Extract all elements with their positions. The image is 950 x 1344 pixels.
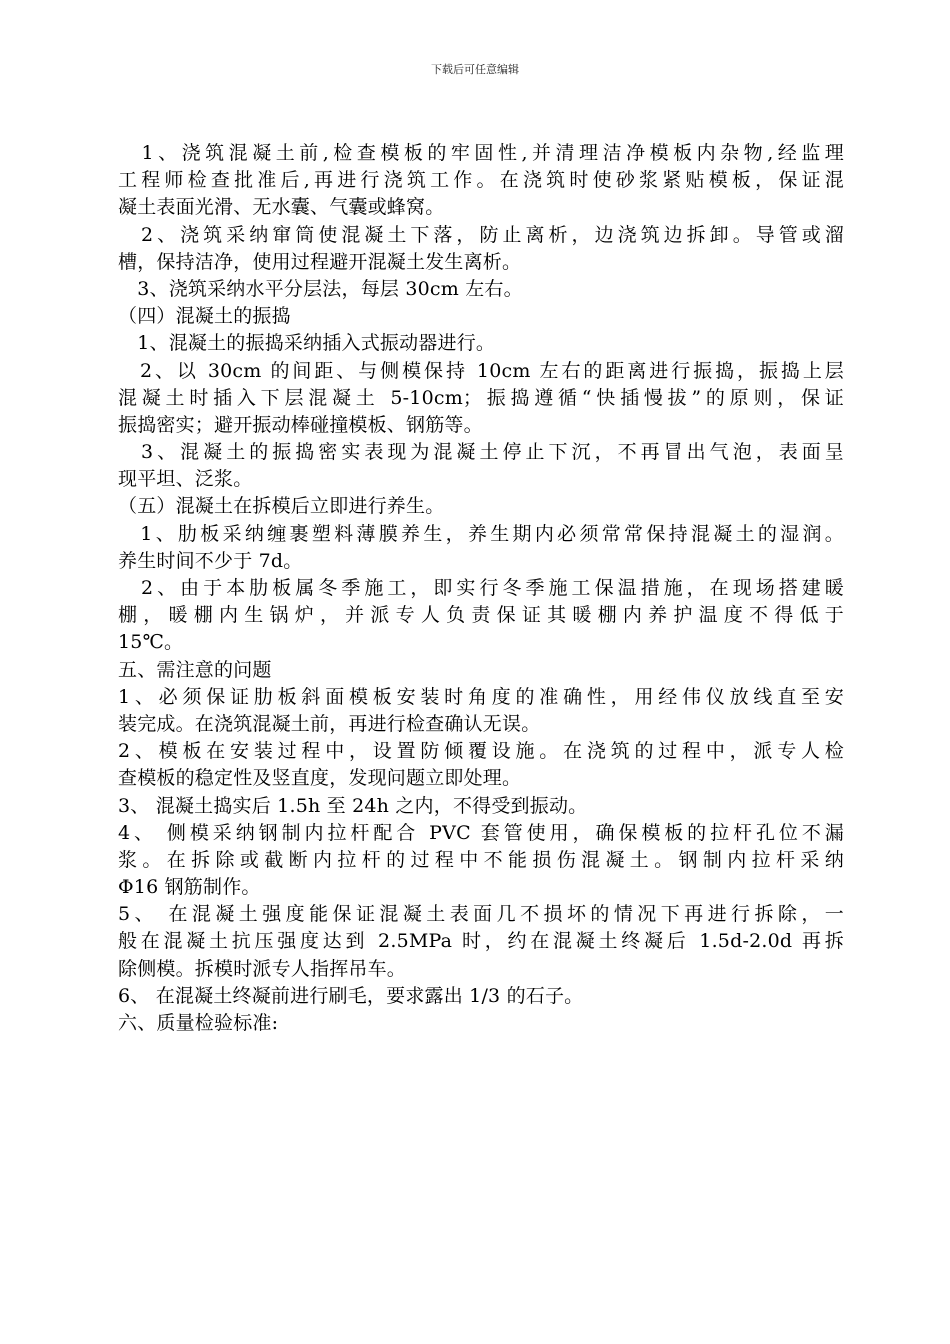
text-line: 查模板的稳定性及竖直度，发现问题立即处理。 [118, 767, 522, 790]
text-line: 混凝土时插入下层混凝土 5-10cm；振捣遵循“快插慢拔”的原则，保证 [118, 386, 844, 409]
text-line: 般在混凝土抗压强度达到 2.5MPa 时，约在混凝土终凝后 1.5d-2.0d 再拆 [118, 930, 844, 953]
text-line: 3、混凝土的振捣密实表现为混凝土停止下沉，不再冒出气泡，表面呈 [118, 441, 844, 464]
section-heading: （五）混凝土在拆模后立即进行养生。 [118, 495, 445, 518]
page-header-note: 下载后可任意编辑 [431, 63, 519, 76]
text-line: 1、必须保证肋板斜面模板安装时角度的准确性，用经伟仪放线直至安 [118, 685, 844, 708]
text-line: 凝土表面光滑、无水囊、气囊或蜂窝。 [118, 196, 445, 219]
section-heading: （四）混凝土的振捣 [118, 305, 291, 328]
text-line: 15℃。 [118, 631, 184, 654]
text-line: 1、肋板采纳缠裹塑料薄膜养生，养生期内必须常常保持混凝土的湿润。 [118, 522, 844, 545]
text-line: 养生时间不少于 7d。 [118, 549, 303, 572]
text-line: 2、浇筑采纳窜筒使混凝土下落，防止离析，边浇筑边拆卸。导管或溜 [118, 223, 844, 246]
section-heading: 六、质量检验标准: [118, 1012, 279, 1034]
text-line: 除侧模。拆模时派专人指挥吊车。 [118, 957, 407, 980]
text-line: 6、 在混凝土终凝前进行刷毛，要求露出 1/3 的石子。 [118, 984, 584, 1007]
text-line: 槽，保持洁净，使用过程避开混凝土发生离析。 [118, 250, 522, 273]
text-line: 现平坦、泛浆。 [118, 468, 253, 491]
text-line: 5、 在混凝土强度能保证混凝土表面几不损坏的情况下再进行拆除，一 [118, 903, 844, 926]
text-line: 装完成。在浇筑混凝土前，再进行检查确认无误。 [118, 712, 541, 735]
text-line: 2、以 30cm 的间距、与侧模保持 10cm 左右的距离进行振捣，振捣上层 [118, 359, 844, 382]
text-line: 浆。在拆除或截断内拉杆的过程中不能损伤混凝土。钢制内拉杆采纳 [118, 848, 844, 871]
text-line: 3、浇筑采纳水平分层法，每层 30cm 左右。 [118, 277, 523, 300]
text-line: 3、 混凝土捣实后 1.5h 至 24h 之内，不得受到振动。 [118, 794, 588, 817]
text-line: 2、由于本肋板属冬季施工，即实行冬季施工保温措施，在现场搭建暖 [118, 577, 844, 599]
text-line: Φ16 钢筋制作。 [118, 876, 261, 899]
section-heading: 五、需注意的问题 [118, 658, 272, 681]
text-line: 4、 侧模采纳钢制内拉杆配合 PVC 套管使用，确保模板的拉杆孔位不漏 [118, 821, 844, 844]
text-line: 1、混凝土的振捣采纳插入式振动器进行。 [118, 332, 496, 355]
text-line: 2、模板在安装过程中，设置防倾覆设施。在浇筑的过程中，派专人检 [118, 740, 844, 763]
text-line: 工程师检查批准后,再进行浇筑工作。在浇筑时使砂浆紧贴模板，保证混 [118, 169, 844, 192]
document-body [118, 140, 844, 1037]
text-line: 1、浇筑混凝土前,检查模板的牢固性,并清理洁净模板内杂物,经监理 [118, 142, 844, 164]
text-line: 棚，暖棚内生锅炉，并派专人负责保证其暖棚内养护温度不得低于 [118, 604, 844, 627]
text-line: 振捣密实；避开振动棒碰撞模板、钢筋等。 [118, 413, 483, 436]
